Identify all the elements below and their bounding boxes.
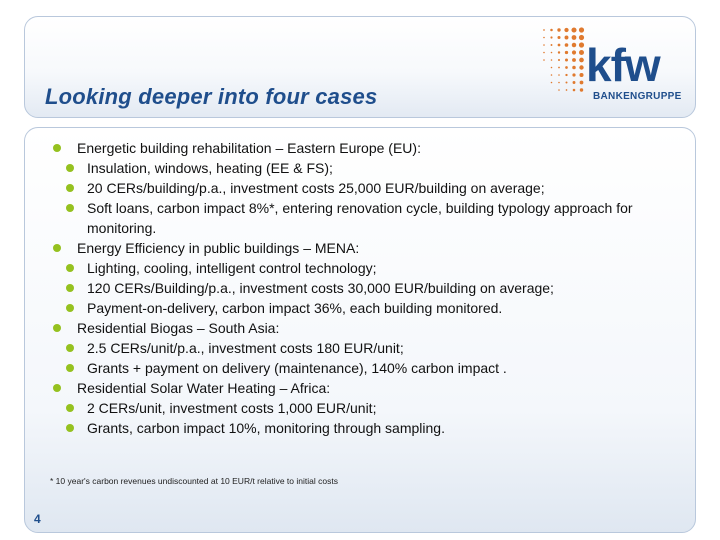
bullet-item — [50, 378, 690, 398]
sub-bullet-text: Grants, carbon impact 10%, monitoring through sampling. — [87, 420, 445, 436]
logo-dot — [551, 67, 553, 69]
logo-dot — [565, 66, 568, 69]
logo-dot — [564, 28, 568, 32]
bullet-dot-icon — [53, 384, 61, 392]
bullet-dot-icon — [66, 164, 74, 172]
logo-dot — [572, 43, 576, 47]
logo-dot — [557, 36, 560, 39]
logo-dot — [579, 27, 584, 32]
logo-dots-icon — [540, 22, 590, 102]
sub-bullet-item — [50, 398, 690, 418]
logo-dot — [558, 59, 560, 61]
bullet-dot-icon — [53, 324, 61, 332]
bullet-item — [50, 318, 690, 338]
bullet-dot-icon — [66, 424, 74, 432]
logo-dot — [543, 29, 545, 31]
bullet-text: Energy Efficiency in public buildings – MENA: — [77, 240, 360, 256]
logo-dot — [579, 65, 583, 69]
logo-dot — [543, 59, 545, 61]
logo-dot — [565, 43, 569, 47]
page-title: Looking deeper into four cases — [45, 84, 378, 109]
logo-dot — [551, 52, 553, 54]
bullet-text: Residential Solar Water Heating – Africa: — [77, 380, 331, 396]
bullet-dot-icon — [66, 184, 74, 192]
sub-bullet-item — [50, 278, 690, 298]
logo-dot — [579, 50, 584, 55]
sub-bullet-item — [50, 178, 690, 198]
logo-dot — [573, 89, 576, 92]
logo-dot — [565, 74, 567, 76]
sub-bullet-text: Soft loans, carbon impact 8%*, entering renovation cycle, building typology approach for monitoring. — [87, 200, 633, 236]
logo-dot — [543, 52, 545, 54]
sub-bullet-text: 20 CERs/building/p.a., investment costs 25,000 EUR/building on average; — [87, 180, 545, 196]
logo-dot — [558, 51, 560, 53]
bullet-dot-icon — [66, 364, 74, 372]
logo-dot — [580, 81, 584, 85]
logo-dot — [558, 82, 560, 84]
logo-dot — [558, 67, 560, 69]
logo-subline: BANKENGRUPPE — [593, 91, 682, 102]
page-number: 4 — [34, 512, 41, 526]
footnote: * 10 year's carbon revenues undiscounted at 10 EUR/t relative to initial costs — [50, 476, 338, 486]
sub-bullet-text: Insulation, windows, heating (EE & FS); — [87, 160, 333, 176]
sub-bullet-text: Grants + payment on delivery (maintenance), 140% carbon impact . — [87, 360, 507, 376]
logo-dot — [579, 58, 584, 63]
logo-dot — [551, 74, 553, 76]
logo-dot — [551, 82, 553, 84]
logo-dot — [543, 37, 545, 39]
bullet-dot-icon — [53, 244, 61, 252]
logo-dot — [543, 44, 545, 46]
bullet-list — [50, 138, 690, 438]
logo-dot — [557, 28, 560, 31]
sub-bullet-item — [50, 158, 690, 178]
bullet-text: Residential Biogas – South Asia: — [77, 320, 280, 336]
sub-bullet-item — [50, 198, 690, 238]
sub-bullet-text: 2 CERs/unit, investment costs 1,000 EUR/unit; — [87, 400, 377, 416]
logo-dot — [551, 44, 553, 46]
sub-bullet-item — [50, 258, 690, 278]
bullet-dot-icon — [66, 304, 74, 312]
bullet-dot-icon — [53, 144, 61, 152]
bullet-dot-icon — [66, 264, 74, 272]
bullet-dot-icon — [66, 404, 74, 412]
logo-dot — [565, 51, 568, 54]
logo-dot — [579, 35, 584, 40]
logo-dot — [550, 29, 553, 32]
sub-bullet-text: Payment-on-delivery, carbon impact 36%, each building monitored. — [87, 300, 503, 316]
logo-dot — [573, 81, 576, 84]
sub-bullet-item — [50, 338, 690, 358]
logo-dot — [565, 36, 569, 40]
logo-dot — [565, 59, 568, 62]
logo-dot — [580, 88, 583, 91]
sub-bullet-item — [50, 298, 690, 318]
logo-dot — [572, 50, 576, 54]
logo-dot — [572, 35, 577, 40]
bullet-item — [50, 238, 690, 258]
bullet-dot-icon — [66, 204, 74, 212]
logo-dot — [551, 59, 553, 61]
logo-dot — [571, 27, 576, 32]
bullet-dot-icon — [66, 284, 74, 292]
logo-dot — [566, 89, 568, 91]
sub-bullet-item — [50, 358, 690, 378]
logo-dot — [558, 44, 561, 47]
logo-dot — [550, 36, 552, 38]
logo-dot — [572, 66, 576, 70]
sub-bullet-text: Lighting, cooling, intelligent control technology; — [87, 260, 377, 276]
bullet-dot-icon — [66, 344, 74, 352]
logo-wordmark: kfw — [586, 39, 660, 91]
sub-bullet-text: 2.5 CERs/unit/p.a., investment costs 180 EUR/unit; — [87, 340, 404, 356]
logo-dot — [572, 58, 576, 62]
bullet-text: Energetic building rehabilitation – Eastern Europe (EU): — [77, 140, 421, 156]
logo-dot — [558, 89, 560, 91]
kfw-logo — [540, 22, 680, 112]
logo-dot — [572, 73, 575, 76]
sub-bullet-item — [50, 418, 690, 438]
logo-dot — [579, 73, 583, 77]
logo-dot — [565, 81, 567, 83]
sub-bullet-text: 120 CERs/Building/p.a., investment costs 30,000 EUR/building on average; — [87, 280, 554, 296]
logo-dot — [558, 74, 560, 76]
logo-dot — [579, 42, 584, 47]
bullet-item — [50, 138, 690, 158]
